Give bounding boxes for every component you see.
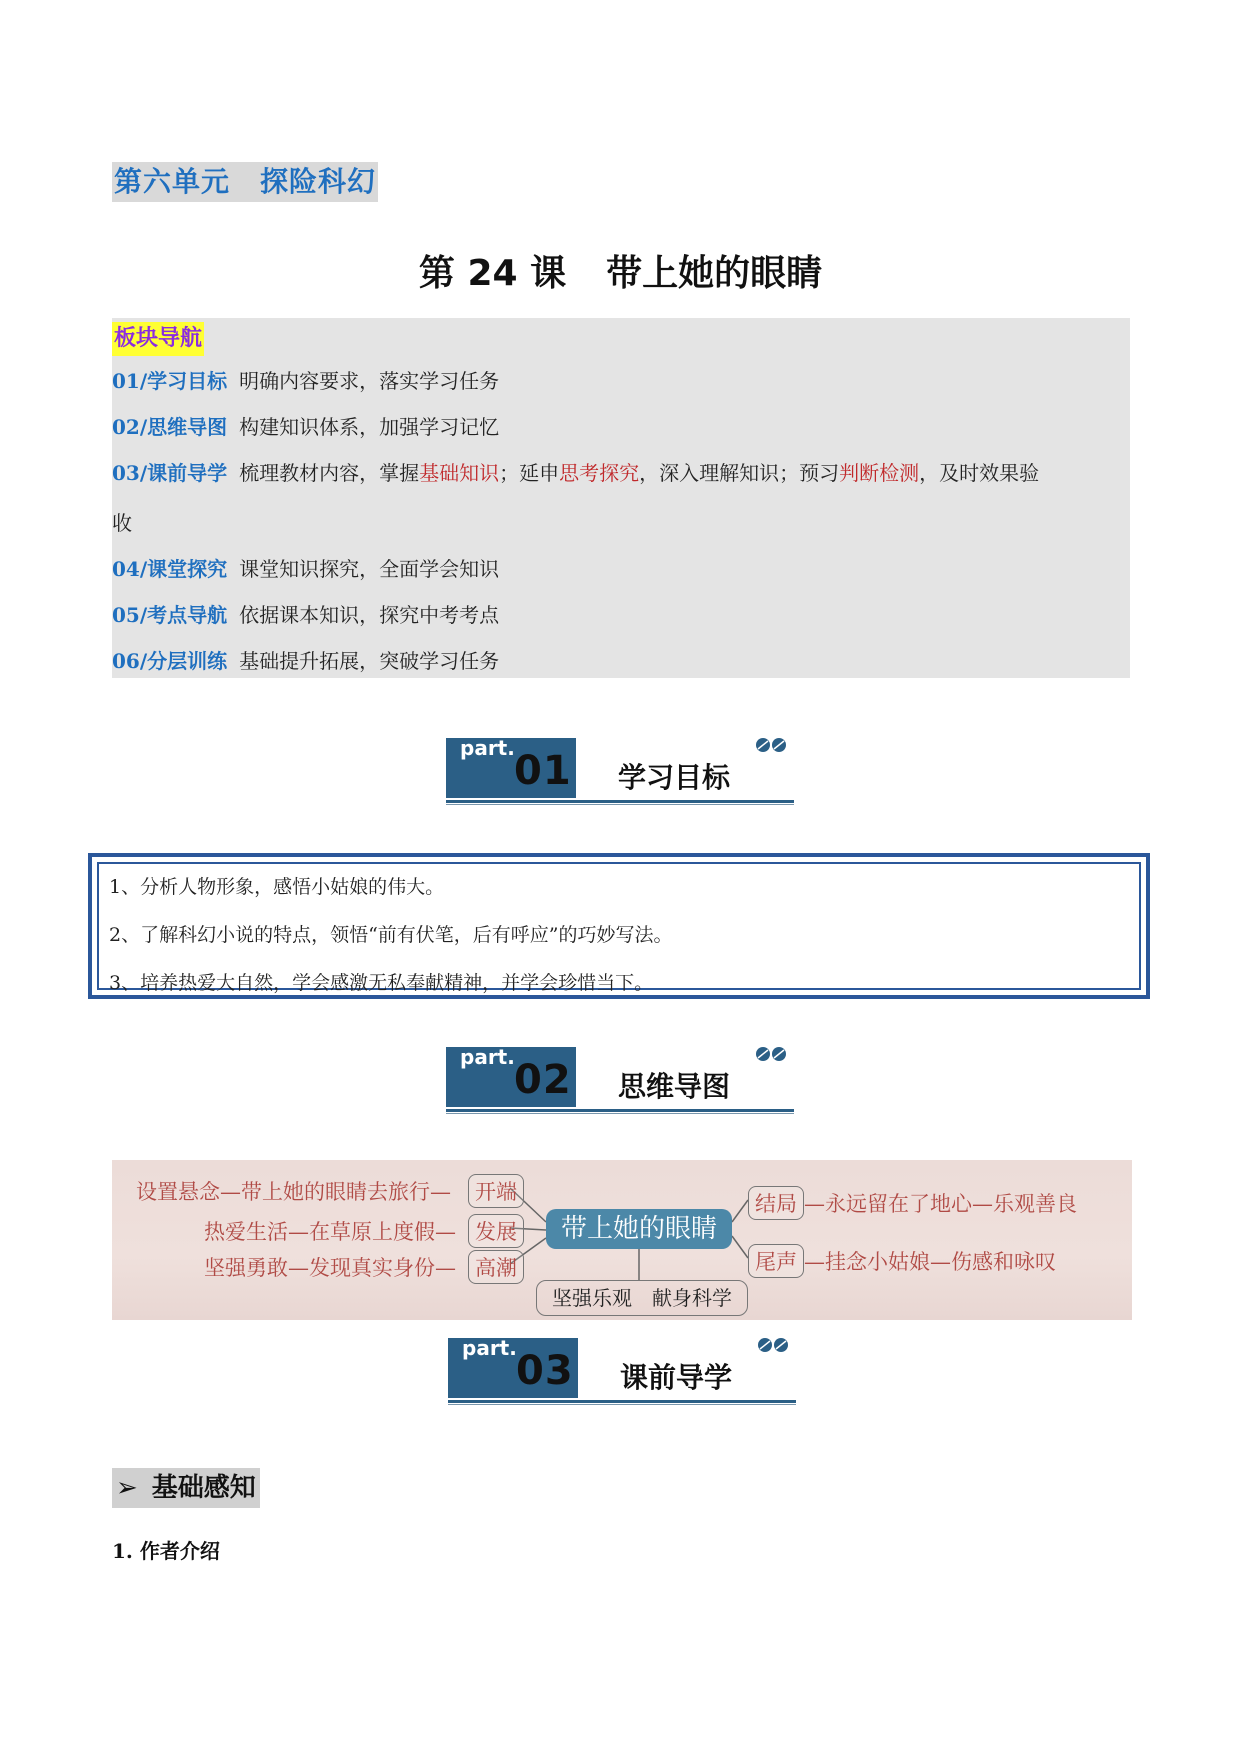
- learning-goals-box: [88, 853, 1150, 999]
- goal-item-2: 2、了解科幻小说的特点，领悟“前有伏笔，后有呼应”的巧妙写法。: [109, 924, 673, 946]
- section-title: 基础感知: [151, 1473, 256, 1503]
- nav-code: 05/考点导航: [112, 603, 228, 627]
- nav-text: 收: [112, 511, 132, 535]
- section-heading: [112, 1468, 260, 1508]
- part-tab-label: part.: [462, 1336, 517, 1360]
- decorative-dots-icon: [756, 1334, 792, 1358]
- part-03-banner: [448, 1334, 796, 1406]
- nav-text: 基础提升拓展，突破学习任务: [239, 649, 500, 673]
- mind-map-right-text-1: —永远留在了地心—乐观善良: [804, 1192, 1077, 1216]
- nav-code: 01/学习目标: [112, 369, 228, 393]
- mind-map-node-kaiduan: 开端: [468, 1174, 524, 1208]
- nav-text: 课堂知识探究，全面学会知识: [239, 557, 500, 581]
- unit-label: 第六单元: [114, 165, 231, 198]
- nav-code: 06/分层训练: [112, 649, 228, 673]
- nav-heading: 板块导航: [112, 322, 204, 356]
- part-number: 02: [514, 1057, 572, 1103]
- nav-item-6: [112, 638, 1132, 684]
- unit-title: [112, 162, 378, 202]
- part-02-banner: [446, 1043, 794, 1115]
- nav-item-1: [112, 358, 1132, 404]
- nav-code: 04/课堂探究: [112, 557, 228, 581]
- part-number: 03: [516, 1348, 574, 1394]
- part-rule-thin: [448, 1404, 796, 1405]
- mind-map-theme: 坚强乐观 献身科学: [536, 1280, 748, 1316]
- nav-text: ；延申: [499, 461, 560, 485]
- part-number: 01: [514, 748, 572, 794]
- nav-text: 依据课本知识，探究中考考点: [239, 603, 500, 627]
- nav-item-4: [112, 546, 1132, 592]
- nav-item-2: [112, 404, 1132, 450]
- nav-text: ，及时效果验: [919, 461, 1040, 485]
- part-rule-thin: [446, 804, 794, 805]
- part-rule: [446, 1109, 794, 1112]
- goal-item-3: 3、培养热爱大自然，学会感激无私奉献精神，并学会珍惜当下。: [109, 972, 654, 994]
- mind-map-left-text-2: 热爱生活—在草原上度假—: [204, 1220, 456, 1244]
- part-rule-thin: [446, 1113, 794, 1114]
- nav-text: 梳理教材内容，掌握: [239, 461, 420, 485]
- nav-highlight: 思考探究: [559, 461, 640, 485]
- item-author-intro: 1. 作者介绍: [112, 1539, 220, 1563]
- goal-item-1: 1、分析人物形象，感悟小姑娘的伟大。: [109, 876, 445, 898]
- unit-name: 探险科幻: [260, 165, 377, 198]
- nav-text: ，深入理解知识；预习: [639, 461, 840, 485]
- mind-map-center: 带上她的眼睛: [546, 1209, 732, 1249]
- mind-map-node-fazhan: 发展: [468, 1214, 524, 1248]
- part-01-banner: [446, 734, 794, 806]
- part-rule: [448, 1400, 796, 1403]
- nav-item-5: [112, 592, 1132, 638]
- nav-code: 02/思维导图: [112, 415, 228, 439]
- nav-text: 明确内容要求，落实学习任务: [239, 369, 500, 393]
- part-name: 课前导学: [620, 1361, 733, 1394]
- mind-map-node-gaochao: 高潮: [468, 1250, 524, 1284]
- mind-map-right-text-2: —挂念小姑娘—伤感和咏叹: [804, 1250, 1056, 1274]
- part-rule: [446, 800, 794, 803]
- part-name: 学习目标: [618, 761, 731, 794]
- nav-code: 03/课前导学: [112, 461, 228, 485]
- lesson-name: 带上她的眼睛: [606, 253, 823, 294]
- mind-map-node-weisheng: 尾声: [748, 1244, 804, 1278]
- nav-item-3: [112, 450, 1132, 496]
- mind-map-node-jieju: 结局: [748, 1186, 804, 1220]
- part-tab-label: part.: [460, 1045, 515, 1069]
- arrow-icon: ➢: [116, 1473, 138, 1503]
- part-tab-label: part.: [460, 736, 515, 760]
- part-name: 思维导图: [618, 1070, 731, 1103]
- mind-map-left-text-3: 坚强勇敢—发现真实身份—: [204, 1256, 456, 1280]
- lesson-title: [0, 245, 1241, 296]
- lesson-number: 第 24 课: [418, 253, 567, 294]
- decorative-dots-icon: [754, 1043, 790, 1067]
- learning-goals-inner: [97, 862, 1141, 994]
- nav-text: 构建知识体系，加强学习记忆: [239, 415, 500, 439]
- mind-map-left-text-1: 设置悬念—带上她的眼睛去旅行—: [136, 1180, 451, 1204]
- nav-highlight: 判断检测: [839, 461, 920, 485]
- nav-highlight: 基础知识: [419, 461, 500, 485]
- nav-item-3-wrap: [112, 500, 1132, 546]
- decorative-dots-icon: [754, 734, 790, 758]
- mind-map: [112, 1160, 1132, 1320]
